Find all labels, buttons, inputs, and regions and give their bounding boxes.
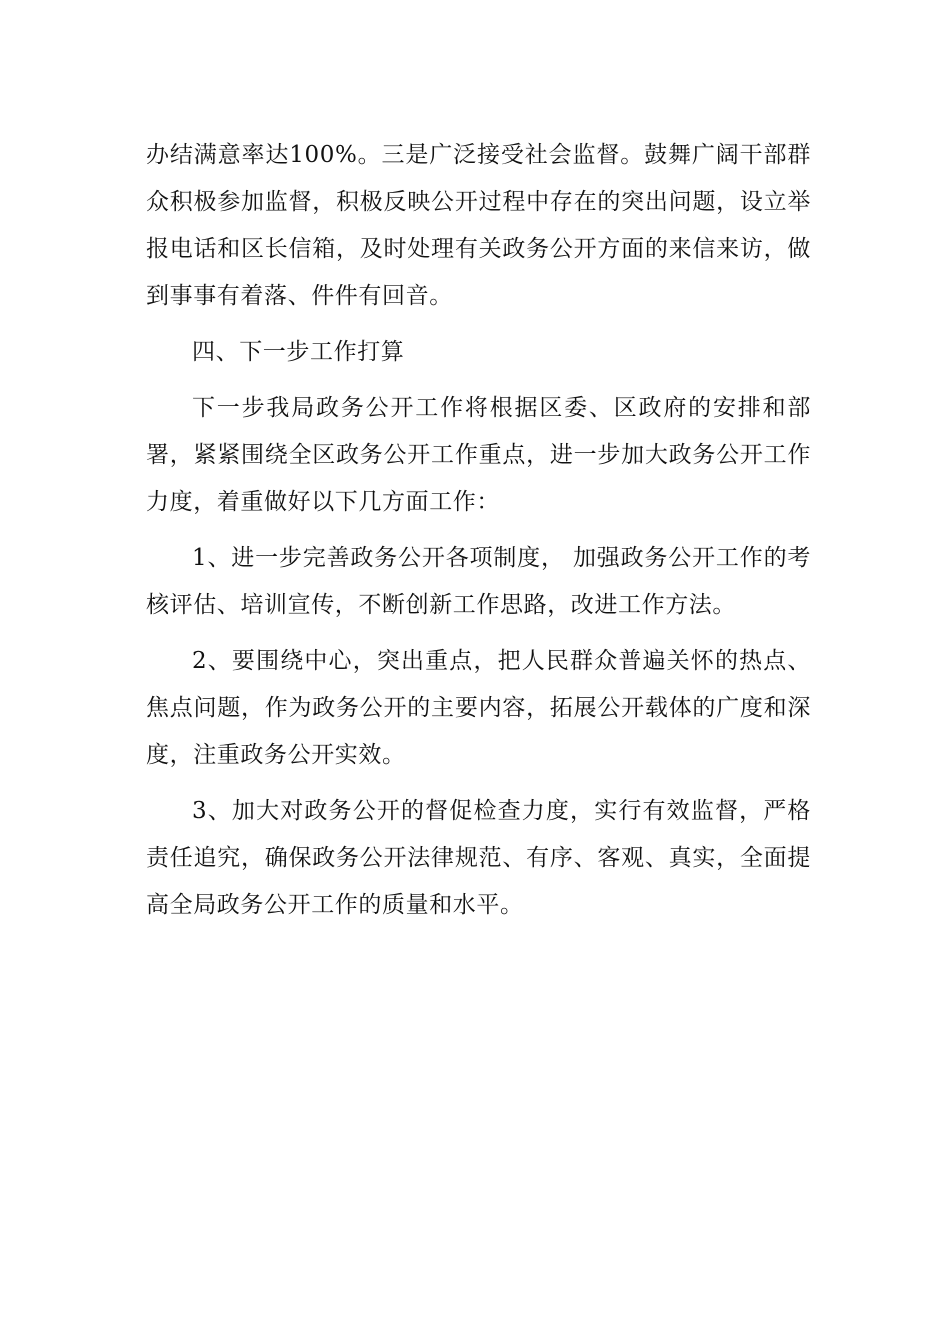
document-body <box>146 132 811 929</box>
list-item-2: 2、要围绕中心，突出重点，把人民群众普遍关怀的热点、焦点问题，作为政务公开的主要内容，拓展公开载体的广度和深度，注重政务公开实效。 <box>146 648 811 768</box>
list-item-1: 1、进一步完善政务公开各项制度， 加强政务公开工作的考核评估、培训宣传，不断创新工作思路，改进工作方法。 <box>146 545 811 618</box>
list-item-3: 3、加大对政务公开的督促检查力度，实行有效监督，严格责任追究，确保政务公开法律规范、有序、客观、真实，全面提高全局政务公开工作的质量和水平。 <box>146 798 811 918</box>
section-heading-next-steps: 四、下一步工作打算 <box>192 339 405 365</box>
paragraph-next-steps-intro: 下一步我局政务公开工作将根据区委、区政府的安排和部署，紧紧围绕全区政务公开工作重点，进一步加大政务公开工作力度，着重做好以下几方面工作： <box>146 395 811 515</box>
paragraph-supervision: 办结满意率达100%。三是广泛接受社会监督。鼓舞广阔干部群众积极参加监督，积极反映公开过程中存在的突出问题，设立举报电话和区长信箱，及时处理有关政务公开方面的来信来访，做到事事有着落、件件有回音。 <box>146 142 811 309</box>
